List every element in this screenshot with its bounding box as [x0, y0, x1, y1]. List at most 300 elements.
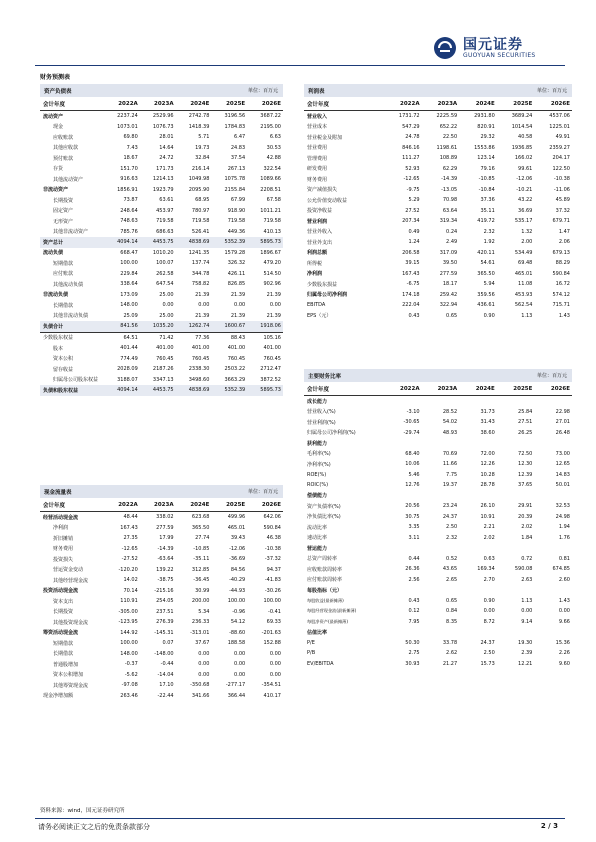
table-row: [40, 680, 283, 691]
row-value: 0.65: [446, 312, 458, 319]
row-label: 财务费用: [307, 176, 328, 183]
row-value: 719.58: [191, 218, 210, 225]
row-label: 毛利率(%): [307, 451, 331, 458]
row-value: -97.08: [121, 682, 138, 689]
row-value: 9.60: [558, 660, 570, 667]
row-value: 20.39: [518, 513, 533, 520]
table-row: [40, 321, 283, 333]
row-value: 23.24: [442, 503, 458, 510]
row-value: -11.06: [553, 186, 570, 193]
row-value: 1923.79: [152, 186, 174, 193]
brand-logo: [433, 34, 565, 64]
row-value: 2095.90: [188, 186, 210, 193]
row-value: 277.59: [439, 270, 458, 277]
row-value: 401.00: [227, 345, 246, 352]
row-value: 535.17: [514, 218, 533, 225]
row-value: 37.36: [480, 197, 495, 204]
row-value: 365.50: [477, 270, 495, 277]
row-value: 69.33: [266, 619, 281, 626]
row-value: 167.43: [120, 524, 138, 531]
table-row: [40, 554, 283, 565]
row-value: 12.39: [518, 471, 533, 478]
row-value: 100.00: [227, 598, 246, 605]
row-value: -14.39: [157, 545, 174, 552]
row-value: 841.56: [120, 323, 138, 330]
row-value: 54.02: [442, 419, 458, 426]
row-value: 204.17: [552, 155, 570, 162]
row-value: 37.67: [195, 640, 210, 647]
row-value: -14.04: [157, 671, 174, 678]
column-header-year: 2025E: [513, 100, 533, 107]
table-row: [40, 364, 283, 375]
table-row: [40, 311, 283, 322]
row-value: 31.73: [480, 408, 495, 415]
row-value: 1.84: [521, 534, 533, 541]
row-value: 3347.13: [152, 376, 174, 383]
row-value: 11.66: [442, 461, 458, 468]
row-label: 归属母公司股东权益: [53, 377, 99, 384]
row-value: 3687.22: [260, 113, 281, 120]
table-row: [304, 195, 572, 206]
row-value: 24.37: [480, 639, 495, 646]
row-value: 222.04: [402, 302, 420, 309]
table-row: [304, 459, 572, 470]
row-value: -35.11: [193, 556, 210, 563]
table-row: [304, 164, 572, 175]
row-value: -12.06: [516, 176, 533, 183]
row-value: 25.00: [159, 291, 174, 298]
page-number: 2 / 3: [540, 822, 558, 830]
row-value: 5.71: [198, 134, 210, 141]
row-value: 171.73: [156, 165, 174, 172]
row-value: 152.88: [263, 640, 281, 647]
row-value: 0.00: [521, 608, 533, 615]
row-label: 资本支出: [53, 598, 74, 605]
row-value: 453.93: [514, 291, 533, 298]
table-header-bar: [304, 369, 572, 382]
row-label: 速动比率: [307, 535, 328, 542]
row-value: 174.18: [402, 291, 420, 298]
row-value: 2.56: [408, 576, 420, 583]
row-value: 3872.52: [260, 376, 281, 383]
row-value: -63.64: [157, 556, 174, 563]
row-value: 0.49: [408, 228, 420, 235]
row-value: -5.62: [124, 671, 138, 678]
row-value: 1600.67: [224, 323, 246, 330]
row-value: 12.65: [555, 461, 570, 468]
table-row: [304, 269, 572, 280]
row-value: 88.29: [555, 260, 570, 267]
row-value: -215.16: [154, 587, 174, 594]
row-value: 0.63: [483, 555, 495, 562]
row-value: 48.44: [123, 514, 138, 521]
row-value: 465.01: [227, 524, 246, 531]
table-row: [40, 227, 283, 238]
row-value: 70.14: [123, 587, 138, 594]
table-row: [304, 470, 572, 481]
row-value: 22.50: [442, 134, 458, 141]
row-value: 3.35: [408, 524, 420, 531]
column-header-label: 会计年度: [307, 101, 330, 108]
row-value: 2.32: [483, 228, 495, 235]
row-value: 166.02: [514, 155, 533, 162]
row-label: 资产减值损失: [307, 187, 338, 194]
row-value: -29.74: [403, 429, 420, 436]
row-value: 2237.24: [117, 113, 138, 120]
table-row: [40, 628, 283, 639]
row-label: 净利率(%): [307, 461, 331, 468]
row-value: 30.75: [405, 513, 420, 520]
row-label: 预付账款: [53, 155, 74, 162]
row-label: 长期投资: [53, 197, 74, 204]
unit-label: 单位：百万元: [247, 88, 278, 94]
table-row: [304, 248, 572, 259]
row-label: 长期借款: [53, 651, 74, 658]
row-value: 420.11: [477, 249, 495, 256]
table-row: [304, 206, 572, 217]
row-value: 1.13: [521, 312, 533, 319]
row-label: 每股经营现金流(最新摊薄): [307, 608, 357, 614]
row-value: 5895.73: [260, 387, 281, 394]
row-label: 净利润: [53, 525, 69, 532]
row-value: 590.08: [514, 566, 533, 573]
table-row: [40, 565, 283, 576]
row-value: 0.00: [198, 671, 210, 678]
table-row: [304, 396, 572, 407]
row-value: 916.63: [120, 176, 138, 183]
footer-divider: [35, 818, 565, 819]
row-value: -14.39: [441, 176, 458, 183]
row-value: 17.99: [159, 535, 174, 542]
row-value: 12.76: [405, 482, 420, 489]
row-value: -10.85: [478, 176, 495, 183]
row-value: 43.22: [518, 197, 533, 204]
row-value: 42.88: [266, 155, 281, 162]
row-value: 27.51: [518, 419, 533, 426]
row-value: 30.53: [266, 144, 281, 151]
row-value: 14.02: [123, 577, 138, 584]
table-row: [40, 607, 283, 618]
row-value: 0.90: [483, 597, 495, 604]
row-value: -30.26: [264, 587, 281, 594]
table-row: [40, 206, 283, 217]
row-value: 1.92: [483, 239, 495, 246]
row-value: 359.56: [477, 291, 495, 298]
row-value: 68.40: [405, 450, 420, 457]
column-header-year: 2026E: [550, 100, 570, 107]
row-label: EV/EBITDA: [307, 660, 334, 667]
row-label: 公允价值变动收益: [307, 197, 348, 204]
brand-logo-icon: [433, 36, 457, 60]
table-header-bar: [40, 84, 283, 97]
column-header-row: [40, 498, 283, 512]
row-value: 69.48: [518, 260, 533, 267]
row-value: -12.06: [229, 545, 246, 552]
row-value: 54.12: [230, 619, 246, 626]
row-value: 99.61: [518, 165, 533, 172]
row-value: 267.13: [227, 165, 246, 172]
row-value: -44.93: [229, 587, 246, 594]
row-value: 465.01: [514, 270, 533, 277]
row-value: 28.52: [442, 408, 458, 415]
row-label: P/E: [307, 639, 315, 646]
row-value: 72.00: [480, 450, 495, 457]
row-value: 0.65: [446, 597, 458, 604]
row-value: 0.44: [408, 555, 420, 562]
table-row: [40, 691, 283, 702]
row-value: -145.31: [154, 629, 174, 636]
row-value: 1418.39: [188, 123, 210, 130]
row-value: 15.36: [555, 639, 570, 646]
row-label: 投资损失: [53, 556, 74, 563]
table-row: [304, 153, 572, 164]
column-header-year: 2024E: [190, 501, 210, 508]
row-value: 574.12: [552, 291, 570, 298]
row-value: 14.64: [159, 144, 174, 151]
row-value: 401.44: [120, 345, 138, 352]
row-value: 1198.61: [436, 144, 458, 151]
row-value: 1.43: [558, 597, 570, 604]
row-value: 453.97: [156, 207, 174, 214]
section-title: 财务预测表: [40, 74, 71, 81]
row-label: 每股净资产(最新摊薄): [307, 618, 348, 624]
row-value: 167.43: [402, 270, 420, 277]
row-value: 365.50: [191, 524, 210, 531]
row-value: 48.93: [442, 429, 458, 436]
row-value: 2529.96: [152, 113, 174, 120]
table-row: [40, 575, 283, 586]
table-title: 现金流量表: [44, 490, 72, 496]
row-value: 144.92: [120, 629, 138, 636]
row-label: 负债和股东权益: [43, 387, 79, 394]
row-value: 28.78: [480, 482, 495, 489]
brand-name: 国元证券: [463, 37, 523, 53]
row-value: 29.32: [480, 134, 495, 141]
row-value: 3188.07: [117, 376, 138, 383]
row-value: 0.00: [198, 302, 210, 309]
row-value: 1073.01: [117, 123, 138, 130]
column-header-year: 2022A: [400, 100, 420, 107]
row-label: 应付账款周转率: [307, 577, 343, 584]
row-value: -36.69: [229, 556, 246, 563]
row-value: 0.84: [446, 608, 458, 615]
column-header-year: 2023A: [437, 100, 458, 107]
row-value: 16.72: [555, 281, 570, 288]
column-header-year: 2024E: [475, 100, 495, 107]
row-value: 100.00: [263, 598, 281, 605]
row-value: 88.43: [230, 334, 246, 341]
row-value: 758.82: [191, 281, 210, 288]
row-value: 918.90: [227, 207, 246, 214]
row-value: 679.13: [552, 249, 570, 256]
row-value: 11.08: [518, 281, 533, 288]
row-value: 4453.75: [152, 239, 174, 246]
row-value: 25.00: [159, 312, 174, 319]
row-value: 2.49: [446, 239, 458, 246]
row-value: 2338.30: [188, 366, 210, 373]
row-label: 少数股东损益: [307, 281, 338, 288]
row-value: 6.63: [269, 134, 281, 141]
table-row: [304, 575, 572, 586]
row-value: -40.29: [229, 577, 246, 584]
row-value: 1731.72: [398, 113, 420, 120]
row-value: 902.96: [263, 281, 281, 288]
row-label: P/B: [307, 650, 316, 657]
row-value: 27.74: [195, 535, 210, 542]
table-row: [304, 554, 572, 565]
row-value: 3196.56: [224, 113, 246, 120]
row-value: 30.99: [195, 587, 210, 594]
row-value: 73.00: [555, 450, 570, 457]
row-value: 0.43: [408, 597, 420, 604]
row-value: -12.65: [121, 545, 138, 552]
row-value: 31.43: [480, 419, 495, 426]
table-row: [40, 258, 283, 269]
table-title: 主要财务比率: [308, 374, 342, 380]
row-value: -10.38: [553, 176, 570, 183]
row-label: 无形资产: [53, 218, 74, 225]
row-value: 39.15: [405, 260, 420, 267]
table-row: [304, 237, 572, 248]
row-value: 2712.47: [260, 366, 281, 373]
row-value: 40.58: [518, 134, 533, 141]
row-value: 338.64: [120, 281, 138, 288]
row-value: 4453.75: [152, 387, 174, 394]
row-label: 其他筹资现金流: [53, 682, 89, 689]
row-value: 401.00: [263, 345, 281, 352]
row-label: 营业收入(%): [307, 409, 336, 416]
row-value: 69.80: [123, 134, 138, 141]
row-value: 0.72: [521, 555, 533, 562]
table-row: [304, 258, 572, 269]
row-value: 200.00: [191, 598, 210, 605]
table-row: [304, 564, 572, 575]
row-value: 207.34: [402, 218, 420, 225]
row-value: 73.87: [123, 197, 138, 204]
row-value: 21.39: [230, 312, 246, 319]
row-value: 26.48: [555, 429, 570, 436]
row-value: 2.65: [446, 576, 458, 583]
row-value: 1579.28: [224, 249, 246, 256]
row-value: 0.81: [558, 555, 570, 562]
table-row: [40, 237, 283, 248]
table-row: [40, 333, 283, 344]
column-header-year: 2025E: [226, 501, 246, 508]
row-value: 715.71: [552, 302, 570, 309]
row-value: 668.47: [120, 249, 138, 256]
table-row: [304, 638, 572, 649]
row-value: 1.94: [558, 524, 570, 531]
table-row: [304, 522, 572, 533]
row-value: 37.32: [555, 207, 570, 214]
row-value: 33.78: [442, 639, 458, 646]
row-value: 3.11: [408, 534, 420, 541]
row-value: 62.29: [442, 165, 458, 172]
row-label: 归属母公司净利润(%): [307, 430, 356, 437]
row-value: 2742.78: [188, 113, 210, 120]
row-value: 262.58: [156, 270, 174, 277]
column-header-row: [304, 97, 572, 111]
row-value: 50.30: [405, 639, 420, 646]
row-label: 经营活动现金流: [43, 514, 79, 521]
table-row: [304, 648, 572, 659]
row-value: 43.65: [442, 566, 458, 573]
row-value: 122.50: [552, 165, 570, 172]
cash-flow-table: [40, 485, 283, 701]
table-row: [40, 649, 283, 660]
row-value: 785.76: [120, 228, 138, 235]
row-label: 营业费用: [307, 145, 328, 152]
row-value: 10.06: [405, 461, 420, 468]
row-value: 70.98: [442, 197, 458, 204]
row-value: 237.51: [156, 608, 174, 615]
table-row: [304, 449, 572, 460]
row-value: 0.12: [408, 608, 420, 615]
row-value: 2225.59: [436, 113, 458, 120]
row-value: 24.37: [442, 513, 458, 520]
row-value: 254.05: [156, 598, 174, 605]
row-value: 322.54: [263, 165, 281, 172]
row-label: 投资净收益: [307, 208, 333, 215]
row-label: 营业收入: [307, 113, 328, 120]
table-row: [40, 143, 283, 154]
row-label: 筹资活动现金流: [43, 630, 79, 637]
row-value: 0.00: [198, 650, 210, 657]
row-value: 410.13: [263, 228, 281, 235]
row-label: 资本公积增加: [53, 672, 84, 679]
row-value: 674.85: [552, 566, 570, 573]
row-value: -9.75: [406, 186, 420, 193]
row-value: 22.98: [555, 408, 570, 415]
row-value: 6.47: [234, 134, 246, 141]
unit-label: 单位：百万元: [247, 489, 278, 495]
row-value: -13.05: [441, 186, 458, 193]
row-value: 426.11: [227, 270, 246, 277]
row-value: 0.00: [269, 302, 281, 309]
row-value: 526.41: [191, 228, 210, 235]
row-value: -6.75: [406, 281, 420, 288]
row-value: -22.44: [157, 692, 174, 699]
row-value: 148.00: [120, 302, 138, 309]
row-label: EBITDA: [307, 302, 326, 309]
row-value: -10.85: [193, 545, 210, 552]
column-header-row: [40, 97, 283, 111]
row-value: 2.00: [521, 239, 533, 246]
table-row: [40, 533, 283, 544]
table-row: [40, 596, 283, 607]
row-value: 1.32: [521, 228, 533, 235]
row-value: 1856.91: [117, 186, 138, 193]
row-value: 15.73: [480, 660, 495, 667]
row-value: 312.85: [191, 566, 210, 573]
row-value: 12.30: [518, 461, 533, 468]
row-value: 67.58: [266, 197, 281, 204]
table-row: [40, 670, 283, 681]
row-value: -313.01: [190, 629, 210, 636]
row-label: 其他投资现金流: [53, 619, 89, 626]
row-value: 1035.20: [152, 323, 174, 330]
table-row: [40, 174, 283, 185]
row-value: 2208.51: [260, 186, 281, 193]
row-label: 其他流动资产: [53, 176, 84, 183]
row-value: 719.58: [227, 218, 246, 225]
row-value: 590.84: [263, 524, 281, 531]
row-value: 27.52: [405, 207, 420, 214]
row-value: 623.68: [191, 514, 210, 521]
row-label: 短期借款: [53, 640, 74, 647]
row-value: 366.44: [227, 692, 246, 699]
row-label: 短期借款: [53, 260, 74, 267]
